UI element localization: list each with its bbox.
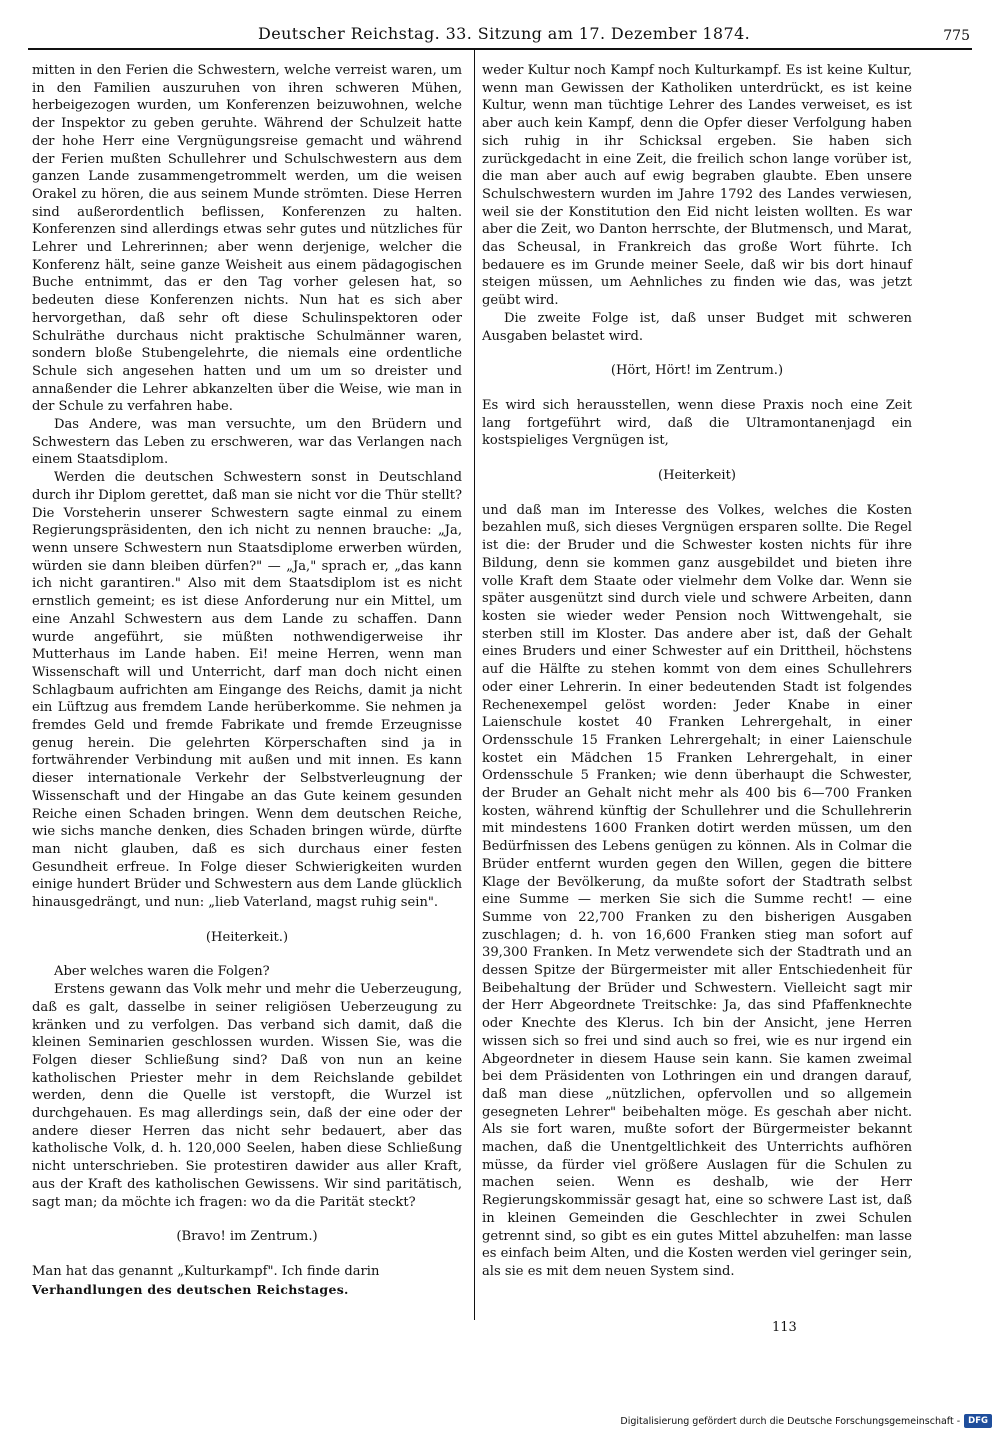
paragraph: Es wird sich herausstellen, wenn diese Praxis noch eine Zeit lang fortgeführt wird, daß die Ultramontanenjagd ein kostspieliges Vergnügen ist, <box>482 397 912 449</box>
paragraph: Erstens gewann das Volk mehr und mehr die Ueberzeugung, daß es galt, dasselbe in seiner religiösen Ueberzeugung zu kränken und zu verfolgen. Das verband sich damit, daß die kleinen Seminarien geschlossen wurden. Wissen Sie, was die Folgen dieser Schließung sind? Daß von nun an keine katholischen Priester mehr in dem Reichslande gebildet werden, denn die Quelle ist verstopft, die Wurzel ist durchgehauen. Es mag allerdings sein, daß der eine oder der andere dieser Herren das nicht sehr bedauert, aber das katholische Volk, d. h. 120,000 Seelen, haben diese Schließung nicht unterschrieben. Sie protestiren dawider aus aller Kraft, aus der Kraft des katholischen Gewissens. Wir sind paritätisch, sagt man; da möchte ich fragen: wo da die Parität steckt? <box>32 982 462 1210</box>
right-column <box>482 62 912 1281</box>
interjection: (Heiterkeit) <box>658 468 736 484</box>
paragraph: Werden die deutschen Schwestern sonst in Deutschland durch ihr Diplom gerettet, daß man sie nicht vor die Thür stellt? Die Vorsteherin unserer Schwestern sagte einmal zu einem Regierungspräsidenten, den ich nicht zu nennen brauche: „Ja, wenn unsere Schwestern nun Staatsdiplome erwerben würden, würden sie dann bleiben dürfen?" — „Ja," sprach er, „das kann ich nicht garantiren." Also mit dem Staatsdiplom ist es nicht ernstlich gemeint; es ist diese Anforderung nur ein Mittel, um eine Anzahl Schwestern aus dem Lande zu schaffen. Dann wurde angeführt, sie müßten nothwendigerweise ihr Mutterhaus im Lande haben. Ei! meine Herren, wenn man Wissenschaft will und Unterricht, darf man doch nicht einen Schlagbaum aufrichten am Eingange des Reichs, damit ja nicht ein Lüftzug aus fremdem Lande herüberkomme. Sie nehmen ja fremdes Geld und fremde Fabrikate und fremde Erzeugnisse genug herein. Die gelehrten Körperschaften sind ja in fortwährender Verbindung mit außen und mit innen. Es kann dieser internationale Verkehr der Selbstverleugnung der Wissenschaft und der Hingabe an das Gute keinem gesunden Reiche einen Schaden bringen. Wenn dem deutschen Reiche, wie sichs manche denken, dies Schaden bringen würde, dürfte man nicht glauben, daß es sich durchaus einer festen Gesundheit erfreue. In Folge dieser Schwierigkeiten wurden einige hundert Brüder und Schwestern aus dem Lande glücklich hinausgedrängt, und nun: „lieb Vaterland, magst ruhig sein". <box>32 470 462 911</box>
digitization-note <box>620 1414 992 1428</box>
digitization-text: Digitalisierung gefördert durch die Deutsche Forschungsgemeinschaft - <box>620 1415 961 1427</box>
paragraph: weder Kultur noch Kampf noch Kulturkampf. Es ist keine Kultur, wenn man Gewissen der Katholiken unterdrückt, es ist keine Kultur, wenn man tüchtige Lehrer des Landes verweiset, es ist aber auch kein Kampf, denn die Opfer dieser Verfolgung haben sich ruhig in ihr Schicksal ergeben. Sie haben sich zurückgedacht in eine Zeit, die freilich schon lange vorüber ist, die man aber auch auf ewig begraben glaubte. Eben unsere Schulschwestern wurden im Jahre 1792 des Landes verwiesen, weil sie der Konstitution den Eid nicht leisten wollten. Es war aber die Zeit, wo Danton herrschte, der Blutmensch, und Marat, das Scheusal, in Frankreich das große Wort führte. Ich bedauere es im Grunde meiner Seele, daß wir bis dort hinauf steigen müssen, um Aehnliches zu finden wie das, was jetzt geübt wird. <box>482 63 912 309</box>
footer-line: Verhandlungen des deutschen Reichstages. <box>32 1281 349 1297</box>
paragraph: mitten in den Ferien die Schwestern, welche verreist waren, um in den Familien auszuruhen von ihren schweren Mühen, herbeigezogen wurden, um Konferenzen beizuwohnen, welche der Inspektor zu geben geruhte. Während der Schulzeit hatte der hohe Herr eine Vergnügungsreise gemacht und während der Ferien mußten Schullehrer und Schulschwestern aus dem ganzen Lande zusammengetrommelt werden, um die weisen Orakel zu hören, die aus seinem Munde strömten. Diese Herren sind außerordentlich beflissen, Konferenzen zu halten. Konferenzen sind allerdings etwas sehr gutes und nützliches für Lehrer und Lehrerinnen; aber wenn derjenige, welcher die Konferenz hält, seine ganze Weisheit aus einem pädagogischen Buche entnimmt, das er den Tag vorher gelesen hat, so bedeuten diese Konferenzen nichts. Nun hat es sich aber hervorgethan, daß sehr oft diese Schulinspektoren oder Schulräthe durchaus nicht praktische Schulmänner waren, sondern bloße Stubengelehrte, die niemals eine ordentliche Schule sich angesehen hatten und um um so dreister und annaßender die Lehrer abkanzelten über die Weise, wie man in der Schule zu verfahren habe. <box>32 63 462 415</box>
paragraph: Das Andere, was man versuchte, um den Brüdern und Schwestern das Leben zu erschweren, war das Verlangen nach einem Staatsdiplom. <box>32 417 462 468</box>
running-title: Deutscher Reichstag. 33. Sitzung am 17. Dezember 1874. <box>258 24 751 43</box>
paragraph: Man hat das genannt „Kulturkampf". Ich finde darin <box>32 1264 380 1279</box>
interjection: (Hört, Hört! im Zentrum.) <box>610 363 784 379</box>
paragraph: Aber welches waren die Folgen? <box>54 964 270 980</box>
page-number: 775 <box>943 28 970 44</box>
sheet-number: 113 <box>772 1320 797 1335</box>
interjection: (Bravo! im Zentrum.) <box>176 1229 318 1245</box>
column-divider <box>474 50 475 1320</box>
page-header <box>28 22 970 48</box>
header-rule <box>28 48 972 50</box>
paragraph: und daß man im Interesse des Volkes, welches die Kosten bezahlen muß, sich dieses Vergnügen ersparen sollte. Die Regel ist die: der Bruder und die Schwester kosten nichts für ihre Bildung, denn sie kommen ganz ausgebildet und bieten ihre volle Kraft dem Staate oder vielmehr dem Volke dar. Wenn sie später ausgenützt sind durch viele und schwere Arbeiten, dann kosten sie wieder weder Pension noch Wittwengehalt, sie sterben still im Kloster. Das andere aber ist, daß der Gehalt eines Bruders und einer Schwester auf ein Drittheil, höchstens auf die Hälfte zu stehen kommt von dem eines Schullehrers oder einer Lehrerin. In einer bedeutenden Stadt ist folgendes Rechenexempel gelöst worden: Jeder Knabe in einer Laienschule kostet 40 Franken Lehrergehalt, in einer Ordensschule 15 Franken Lehrergehalt; in einer Laienschule kostet ein Mädchen 15 Franken Lehrergehalt, in einer Ordensschule 5 Franken; wie denn überhaupt die Schwester, der Bruder an Gehalt nicht mehr als 400 bis 6—700 Franken kosten, während künftig der Schullehrer und die Schullehrerin mit mindestens 1600 Franken dotirt werden müssen, um den Bedürfnissen des Lebens genügen zu können. Als in Colmar die Brüder entfernt wurden gegen den Willen, gegen die bittere Klage der Bevölkerung, da mußte sofort der Stadtrath selbst eine Summe — merken Sie sich die Summe recht! — eine Summe von 22,700 Franken zu den bisherigen Ausgaben zuschlagen; d. h. von 16,600 Franken stieg man sofort auf 39,300 Franken. In Metz verwendete sich der Stadtrath und an dessen Spitze der Bürgermeister mit aller Entschiedenheit für Beibehaltung der Brüder und Schwestern. Vielleicht sagt mir der Herr Abgeordnete Treitschke: Ja, das sind Pfaffenknechte oder Knechte des Klerus. Ich bin der Ansicht, jene Herren wissen sich so frei und sind auch so frei, wie es nur irgend ein Abgeordneter in diesem Hause sein kann. Sie kamen zweimal bei dem Präsidenten von Lothringen ein und drangen darauf, daß man diese „nützlichen, opfervollen und so allgemein gesegneten Lehrer" beibehalten möge. Es geschah aber nicht. Als sie fort waren, mußte sofort der Bürgermeister bekannt machen, daß die Unentgeltlichkeit des Unterrichts aufhören müsse, da fürder viel größere Auslagen für die Schulen zu machen seien. Wenn es deshalb, wie der Herr Regierungskommissär gesagt hat, eine so schwere Last ist, daß in kleinen Gemeinden die Geschlechter in zwei Schulen getrennt sind, so gibt es ein gutes Mittel abzuhelfen: man lasse es einfach beim Alten, und die Kosten werden viel geringer sein, als sie es mit dem neuen System sind. <box>482 502 912 1279</box>
paragraph: Die zweite Folge ist, daß unser Budget mit schweren Ausgaben belastet wird. <box>482 310 912 344</box>
interjection: (Heiterkeit.) <box>205 929 289 945</box>
left-column <box>32 62 462 1298</box>
dfg-logo-icon: DFG <box>964 1414 992 1428</box>
